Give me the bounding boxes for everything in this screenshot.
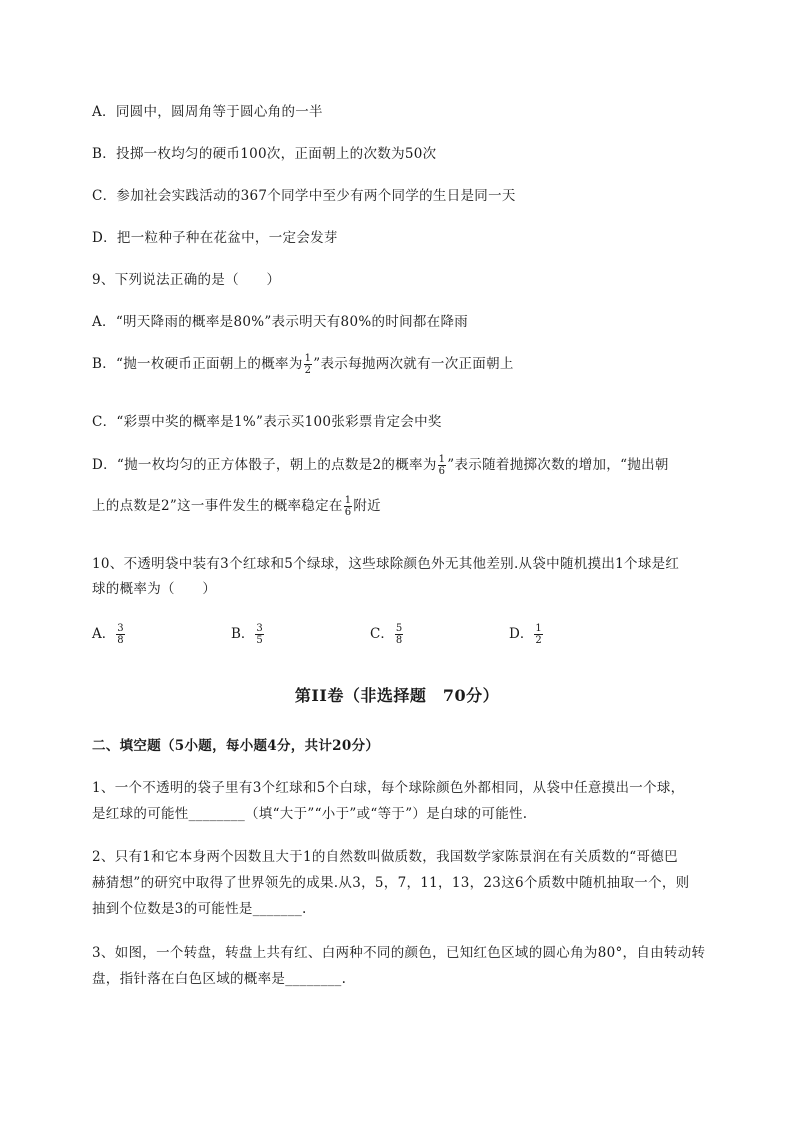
fill-q2-line2: 赫猜想”的研究中取得了世界领先的成果.从3，5，7，11，13，23这6个质数中随机抽取一个，则 — [92, 875, 690, 891]
fraction — [304, 353, 313, 376]
fraction — [395, 623, 403, 646]
q8-option-b: B．投掷一枚均匀的硬币100次，正面朝上的次数为50次 — [92, 146, 437, 162]
q9-stem: 9、下列说法正确的是（ ） — [92, 272, 281, 288]
fill-q1-line2: 是红球的可能性________（填“大于”“小于”或“等于”）是白球的可能性. — [92, 806, 528, 822]
q9-option-d-line2-post: 附近 — [353, 498, 381, 514]
q9-option-b — [92, 352, 514, 376]
fill-heading: 二、填空题（5小题，每小题4分，共计20分） — [92, 738, 380, 754]
q10-option-a — [92, 622, 126, 646]
fill-q2-line1: 2、只有1和它本身两个因数且大于1的自然数叫做质数，我国数学家陈景润在有关质数的“哥德巴 — [92, 849, 678, 865]
fraction-denominator: 8 — [117, 635, 124, 646]
q8-option-d: D．把一粒种子种在花盆中，一定会发芽 — [92, 230, 338, 246]
option-label: B． — [231, 626, 255, 642]
q9-option-d-line2 — [92, 494, 381, 518]
fraction-numerator: 1 — [535, 623, 542, 634]
option-label: D． — [509, 626, 534, 642]
fraction-denominator: 2 — [535, 635, 542, 646]
q10-option-d — [509, 622, 544, 646]
fraction — [438, 454, 447, 477]
fraction-denominator: 6 — [344, 507, 352, 518]
fraction-numerator: 3 — [117, 623, 124, 634]
fraction-numerator: 1 — [304, 353, 312, 364]
fraction-denominator: 6 — [438, 466, 446, 477]
q9-option-c: C．“彩票中奖的概率是1%”表示买100张彩票肯定会中奖 — [92, 414, 442, 430]
fraction-numerator: 3 — [256, 623, 263, 634]
fill-q1-line1: 1、一个不透明的袋子里有3个红球和5个白球，每个球除颜色外都相同，从袋中任意摸出一个球， — [92, 780, 685, 796]
fraction — [344, 495, 353, 518]
fraction-denominator: 2 — [304, 365, 312, 376]
q10-stem-line2: 球的概率为（ ） — [92, 581, 217, 597]
q9-option-d-line2-pre: 上的点数是2”这一事件发生的概率稳定在 — [92, 498, 343, 514]
option-label: C． — [370, 626, 394, 642]
q9-option-b-post: ”表示每抛两次就有一次正面朝上 — [313, 356, 514, 372]
fraction-denominator: 8 — [395, 635, 403, 646]
q10-option-c — [370, 622, 404, 646]
q10-option-b — [231, 622, 265, 646]
section-title: 第II卷（非选择题 70分） — [294, 686, 500, 705]
option-label: A． — [92, 626, 116, 642]
fill-q2-line3: 抽到个位数是3的可能性是_______. — [92, 901, 307, 917]
q9-option-a: A．“明天降雨的概率是80%”表示明天有80%的时间都在降雨 — [92, 314, 469, 330]
fill-q3-line2: 盘，指针落在白色区域的概率是________. — [92, 971, 347, 987]
q8-option-a: A．同圆中，圆周角等于圆心角的一半 — [92, 104, 323, 120]
q9-option-d-pre: D．“抛一枚均匀的正方体骰子，朝上的点数是2的概率为 — [92, 457, 437, 473]
fraction — [534, 623, 542, 646]
q9-option-b-pre: B．“抛一枚硬币正面朝上的概率为 — [92, 356, 303, 372]
fraction — [255, 623, 263, 646]
fraction-denominator: 5 — [256, 635, 263, 646]
q10-stem-line1: 10、不透明袋中装有3个红球和5个绿球，这些球除颜色外无其他差别.从袋中随机摸出1个球是红 — [92, 556, 680, 572]
q9-option-d-post: ”表示随着抛掷次数的增加，“抛出朝 — [447, 457, 669, 473]
fraction-numerator: 1 — [344, 495, 352, 506]
fraction-numerator: 1 — [438, 454, 446, 465]
fill-q3-line1: 3、如图，一个转盘，转盘上共有红、白两种不同的颜色，已知红色区域的圆心角为80°，自由转动转 — [92, 945, 706, 961]
fraction — [116, 623, 124, 646]
q9-option-d-line1 — [92, 453, 669, 477]
fraction-numerator: 5 — [395, 623, 403, 634]
q8-option-c: C．参加社会实践活动的367个同学中至少有两个同学的生日是同一天 — [92, 188, 516, 204]
